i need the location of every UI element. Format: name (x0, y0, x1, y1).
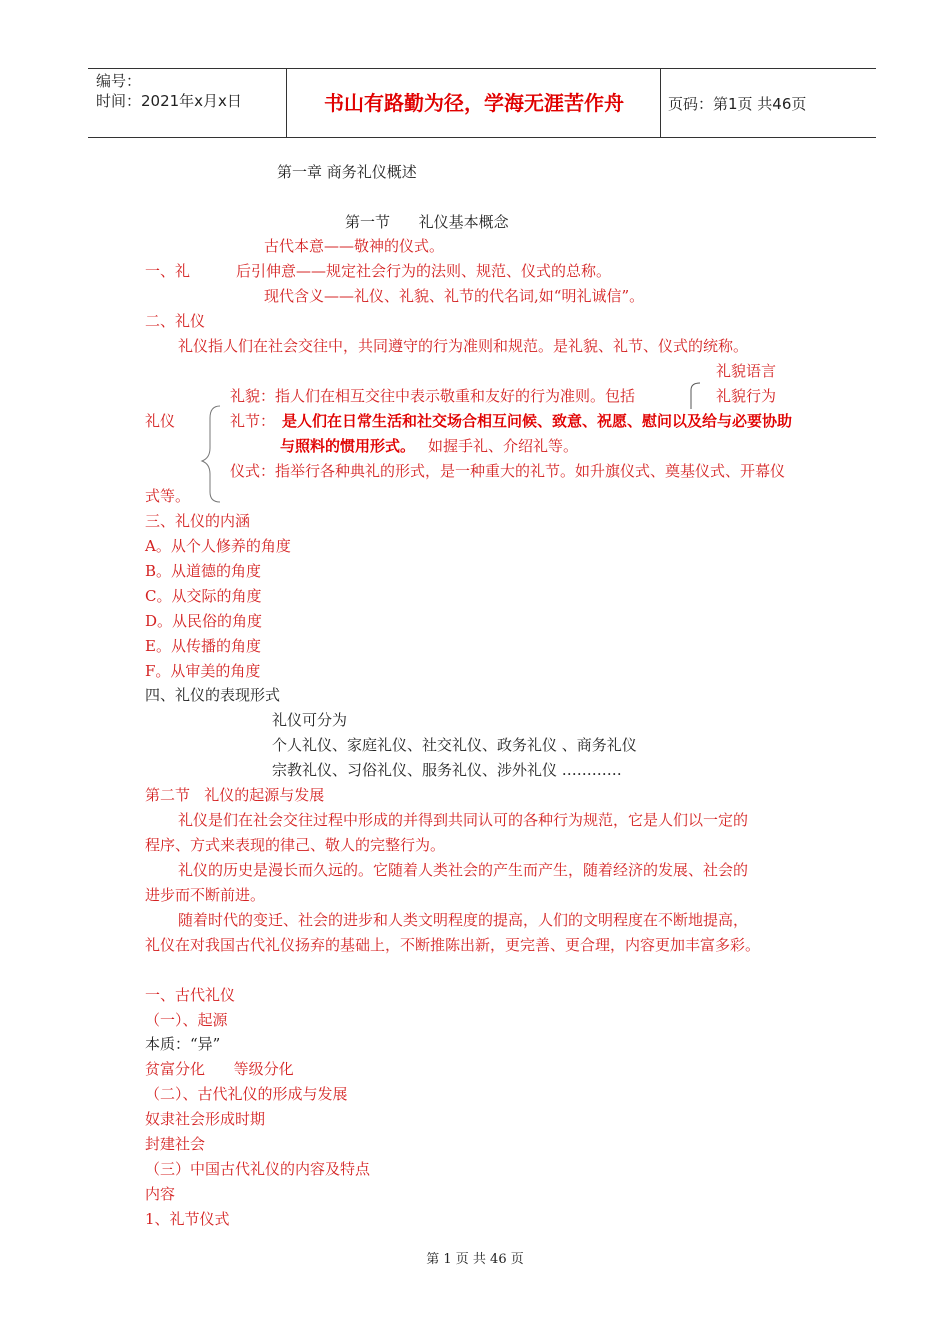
section2-para1-cont: 程序、方式来表现的律己、敬人的完整行为。 (145, 836, 446, 854)
section2-para1: 礼仪是们在社会交往过程中形成的并得到共同认可的各种行为规范，它是人们以一定的 (178, 811, 749, 829)
forms-heading: 四、礼仪的表现形式 (145, 686, 281, 704)
limao-behavior: 礼貌行为 (716, 387, 777, 405)
header-motto: 书山有路勤为径，学海无涯苦作舟 (324, 91, 624, 115)
header-divider (286, 69, 287, 137)
page-header (88, 68, 876, 138)
header-divider (660, 69, 661, 137)
li-ancient-meaning: 古代本意——敬神的仪式。 (264, 237, 445, 255)
connotation-item: E。从传播的角度 (145, 637, 261, 655)
connotation-item: B。从道德的角度 (145, 562, 262, 580)
liyi-definition: 礼仪指人们在社会交往中，共同遵守的行为准则和规范。是礼貌、礼节、仪式的统称。 (178, 337, 749, 355)
lijie-definition-bold: 是人们在日常生活和社交场合相互问候、致意、祝愿、慰问以及给与必要协助 (282, 412, 793, 430)
ancient-feudal-society: 封建社会 (145, 1135, 206, 1153)
ancient-origin: （一）、起源 (145, 1011, 228, 1029)
lijie-label: 礼节： (230, 412, 276, 430)
yishi-definition: 仪式：指举行各种典礼的形式，是一种重大的礼节。如升旗仪式、奠基仪式、开幕仪 (230, 462, 786, 480)
ancient-heading: 一、古代礼仪 (145, 986, 236, 1004)
number-label: 编号： (96, 72, 142, 90)
ancient-content: 内容 (145, 1185, 176, 1203)
time-label: 时间：2021年x月x日 (96, 92, 242, 110)
liyi-side-label: 礼仪 (145, 412, 176, 430)
ancient-essence: 本质：“异” (145, 1035, 221, 1053)
ancient-division: 贫富分化 等级分化 (145, 1060, 294, 1078)
lijie-definition-bold-cont: 与照料的惯用形式。 (280, 437, 416, 455)
header-page-label: 页码：第1页 共46页 (668, 95, 807, 113)
ancient-slave-society: 奴隶社会形成时期 (145, 1110, 266, 1128)
ancient-item-1: 1、礼节仪式 (145, 1210, 230, 1228)
header-meta (96, 71, 242, 111)
connotation-item: C。从交际的角度 (145, 587, 262, 605)
section2-para3: 随着时代的变迁、社会的进步和人类文明程度的提高，人们的文明程度在不断地提高， (178, 911, 749, 929)
connotation-item: F。从审美的角度 (145, 662, 261, 680)
section2-para2: 礼仪的历史是漫长而久远的。它随着人类社会的产生而产生，随着经济的发展、社会的 (178, 861, 749, 879)
forms-intro: 礼仪可分为 (272, 711, 348, 729)
ancient-content-features: （三）中国古代礼仪的内容及特点 (145, 1160, 371, 1178)
ancient-formation: （二）、古代礼仪的形成与发展 (145, 1085, 348, 1103)
forms-list-2: 宗教礼仪、习俗礼仪、服务礼仪、涉外礼仪 ………… (272, 761, 622, 779)
li-extended-meaning: 后引伸意——规定社会行为的法则、规范、仪式的总称。 (236, 262, 612, 280)
curly-brace (198, 404, 224, 504)
small-brace (688, 382, 702, 410)
li-heading: 一、礼 (145, 262, 191, 280)
chapter-title: 第一章 商务礼仪概述 (277, 163, 417, 181)
section2-title: 第二节 礼仪的起源与发展 (145, 786, 325, 804)
li-modern-meaning: 现代含义——礼仪、礼貌、礼节的代名词,如“明礼诚信”。 (264, 287, 645, 305)
section2-para3-cont: 礼仪在对我国古代礼仪扬弃的基础上，不断推陈出新，更完善、更合理，内容更加丰富多彩。 (145, 936, 761, 954)
forms-list-1: 个人礼仪、家庭礼仪、社交礼仪、政务礼仪 、商务礼仪 (272, 736, 637, 754)
section2-para2-cont: 进步而不断前进。 (145, 886, 266, 904)
section1-title: 第一节 礼仪基本概念 (345, 213, 509, 231)
connotation-heading: 三、礼仪的内涵 (145, 512, 251, 530)
limao-language: 礼貌语言 (716, 362, 777, 380)
limao-definition: 礼貌：指人们在相互交往中表示敬重和友好的行为准则。包括 (230, 387, 636, 405)
yishi-definition-cont: 式等。 (145, 487, 191, 505)
lijie-examples: 如握手礼、介绍礼等。 (428, 437, 579, 455)
page-footer: 第 1 页 共 46 页 (426, 1252, 524, 1267)
connotation-item: A。从个人修养的角度 (145, 537, 291, 555)
liyi-heading: 二、礼仪 (145, 312, 206, 330)
connotation-item: D。从民俗的角度 (145, 612, 263, 630)
